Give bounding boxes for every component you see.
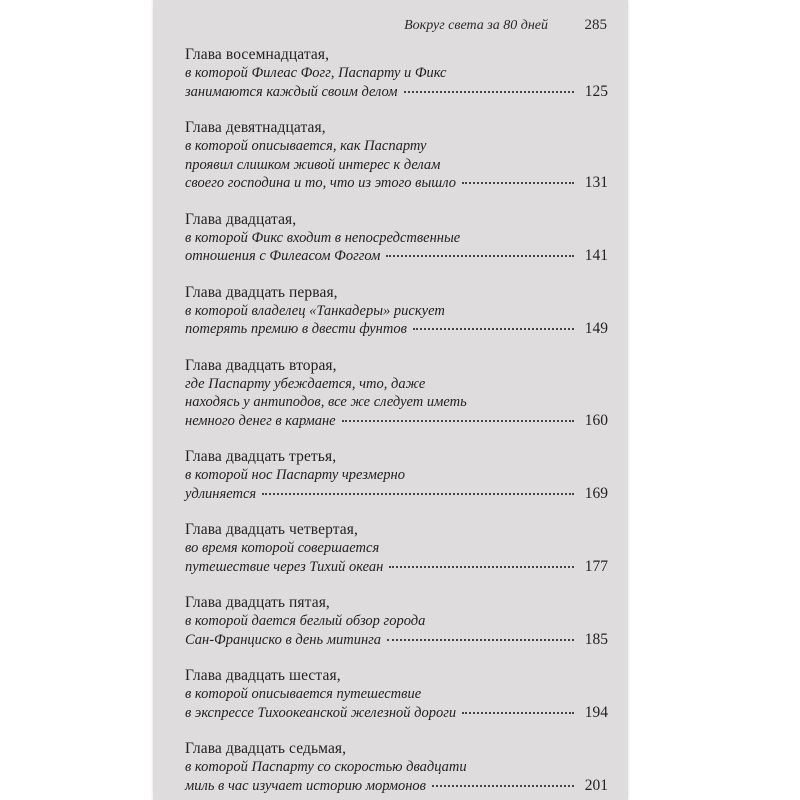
toc-entry bbox=[185, 593, 608, 649]
chapter-description-line: в которой нос Паспарту чрезмерно bbox=[185, 467, 405, 483]
chapter-title: Глава двадцать первая, bbox=[185, 283, 338, 301]
dot-leader bbox=[462, 712, 574, 714]
chapter-description-line: в которой описывается, как Паспарту bbox=[185, 138, 427, 154]
chapter-page-number: 125 bbox=[584, 82, 608, 100]
chapter-description-line: в которой Паспарту со скоростью двадцати bbox=[185, 759, 467, 775]
toc-entry bbox=[185, 210, 608, 266]
chapter-title: Глава двадцать четвертая, bbox=[185, 521, 358, 538]
running-title: Вокруг света за 80 дней bbox=[404, 18, 548, 33]
toc-entry bbox=[185, 118, 608, 193]
dot-leader bbox=[387, 639, 574, 641]
dot-leader bbox=[404, 91, 575, 93]
chapter-description-line: своего господина и то, что из этого вышло bbox=[185, 175, 456, 191]
chapter-description-line: находясь у антиподов, все же следует иметь bbox=[185, 394, 467, 410]
chapter-title: Глава двадцать вторая, bbox=[185, 356, 337, 374]
chapter-description-line: в которой дается беглый обзор города bbox=[185, 613, 426, 629]
chapter-description-line: Сан-Франциско в день митинга bbox=[185, 631, 382, 648]
chapter-page-number: 185 bbox=[584, 630, 608, 648]
dot-leader bbox=[462, 182, 574, 184]
chapter-description-line: потерять премию в двести фунтов bbox=[185, 321, 407, 337]
dot-leader bbox=[386, 255, 574, 257]
chapter-title: Глава двадцать пятая, bbox=[185, 594, 330, 611]
chapter-page-number: 160 bbox=[584, 411, 608, 429]
chapter-description-line: немного денег в кармане bbox=[185, 412, 336, 429]
chapter-description-line: в экспрессе Тихоокеанской железной дороги bbox=[185, 704, 457, 721]
dot-leader bbox=[262, 493, 574, 495]
table-of-contents bbox=[185, 45, 608, 800]
toc-entry bbox=[185, 283, 608, 339]
dot-leader bbox=[432, 785, 574, 787]
chapter-title: Глава девятнадцатая, bbox=[185, 119, 326, 136]
chapter-description-line: в которой Филеас Фогг, Паспарту и Фикс bbox=[185, 65, 447, 81]
chapter-title: Глава восемнадцатая, bbox=[185, 46, 330, 63]
chapter-description-line: отношения с Филеасом Фоггом bbox=[185, 248, 381, 264]
chapter-title: Глава двадцатая, bbox=[185, 210, 297, 228]
toc-entry bbox=[185, 739, 608, 795]
toc-entry bbox=[185, 666, 608, 722]
dot-leader bbox=[342, 420, 574, 422]
chapter-description-line: путешествие через Тихий океан bbox=[185, 558, 384, 575]
chapter-description-line: занимаются каждый своим делом bbox=[185, 83, 398, 100]
chapter-page-number: 194 bbox=[584, 703, 608, 721]
chapter-page-number: 169 bbox=[584, 484, 608, 502]
chapter-title: Глава двадцать третья, bbox=[185, 448, 337, 465]
chapter-description-line: проявил слишком живой интерес к делам bbox=[185, 156, 441, 173]
chapter-page-number: 149 bbox=[584, 320, 608, 337]
chapter-description-line: в которой описывается путешествие bbox=[185, 686, 422, 702]
chapter-title: Глава двадцать шестая, bbox=[185, 667, 341, 684]
chapter-description-line: во время которой совершается bbox=[185, 540, 380, 556]
toc-entry bbox=[185, 520, 608, 576]
toc-entry bbox=[185, 45, 608, 101]
chapter-page-number: 141 bbox=[584, 247, 608, 264]
chapter-description-line: в которой владелец «Танкадеры» рискует bbox=[185, 302, 445, 319]
toc-entry bbox=[185, 356, 608, 431]
chapter-page-number: 131 bbox=[584, 174, 608, 191]
chapter-page-number: 201 bbox=[584, 776, 608, 794]
chapter-description-line: где Паспарту убеждается, что, даже bbox=[185, 375, 426, 392]
page-header bbox=[153, 14, 628, 38]
toc-entry bbox=[185, 447, 608, 503]
book-page bbox=[153, 0, 628, 800]
chapter-page-number: 177 bbox=[584, 557, 608, 575]
dot-leader bbox=[389, 566, 574, 568]
chapter-description-line: удлиняется bbox=[185, 485, 257, 502]
chapter-description-line: в которой Фикс входит в непосредственные bbox=[185, 229, 461, 246]
page-number: 285 bbox=[584, 17, 607, 33]
chapter-description-line: миль в час изучает историю мормонов bbox=[185, 777, 426, 794]
chapter-title: Глава двадцать седьмая, bbox=[185, 740, 347, 757]
dot-leader bbox=[413, 328, 574, 330]
